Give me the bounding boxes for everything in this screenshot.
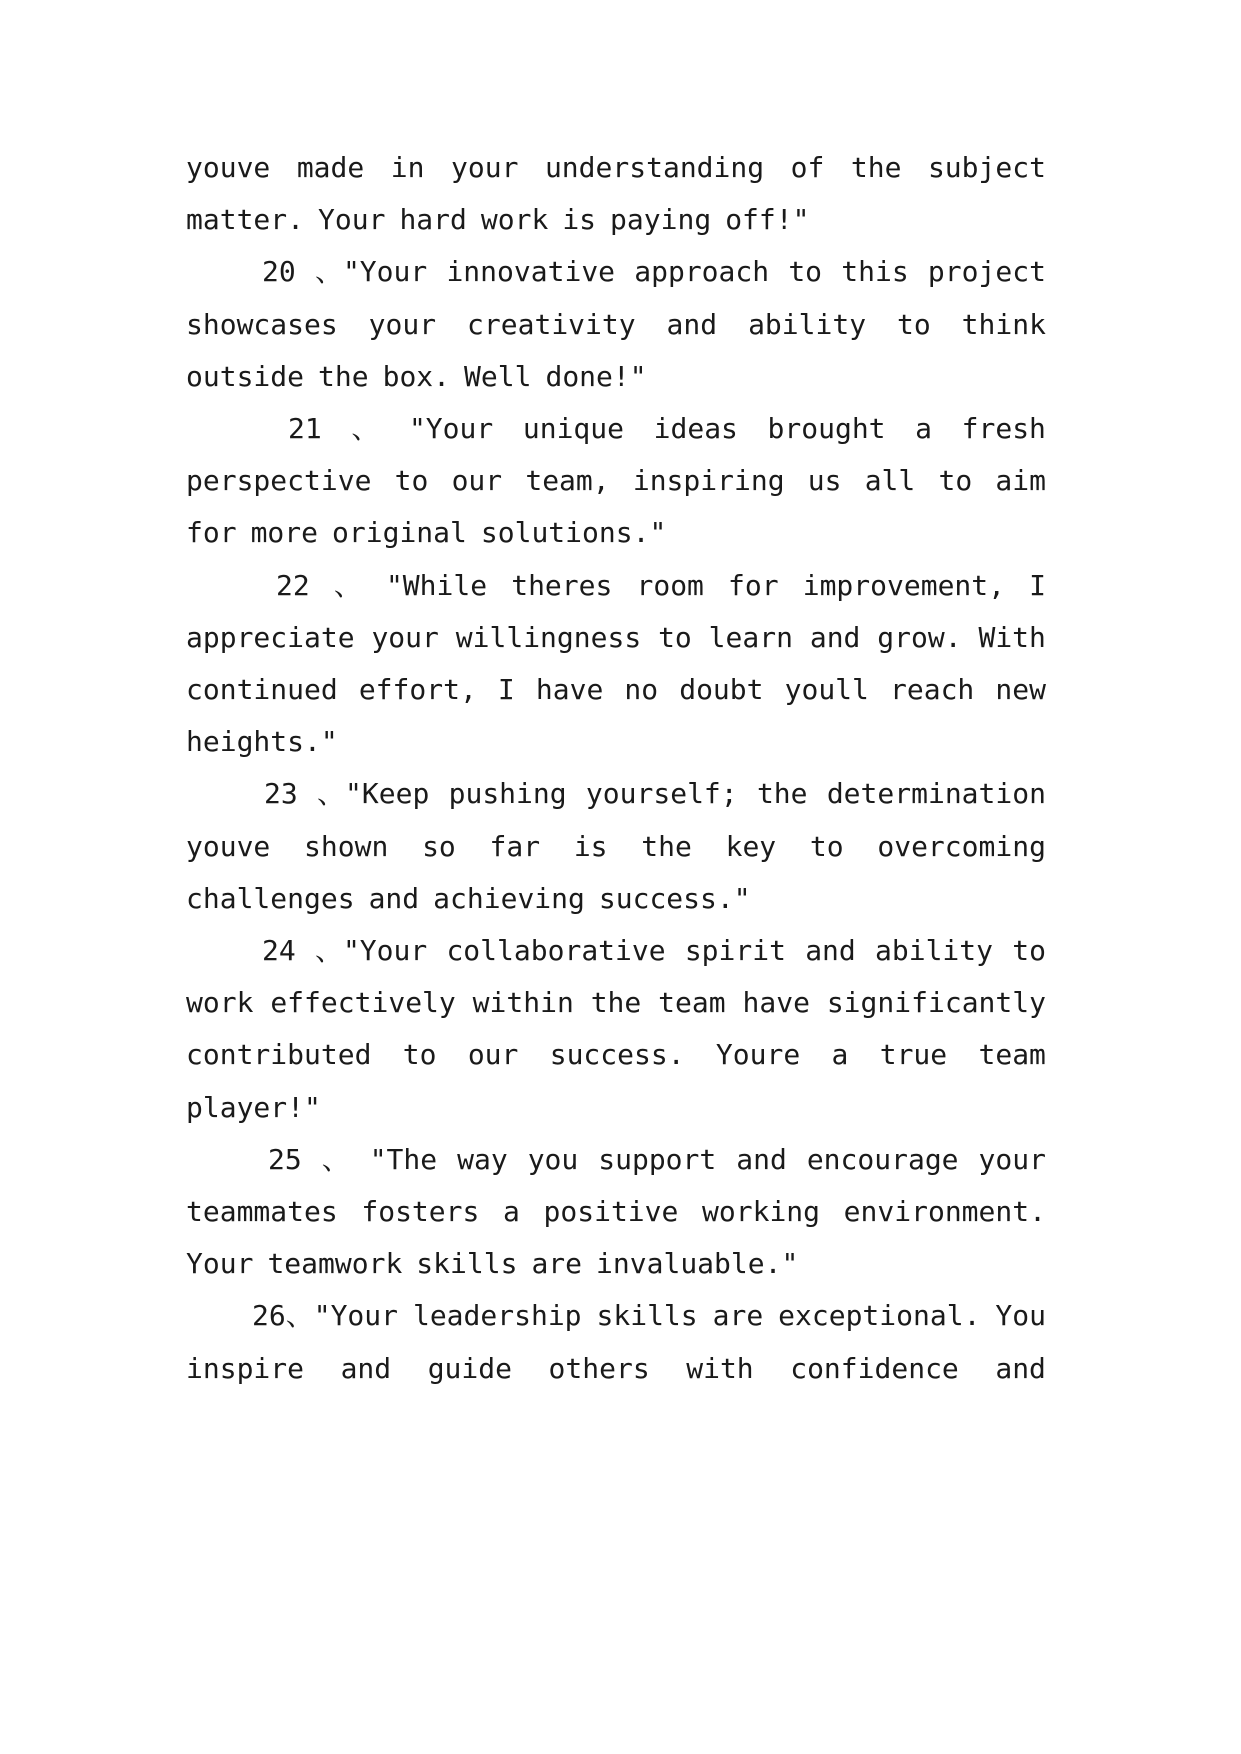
word: to xyxy=(897,307,931,341)
text-line xyxy=(186,827,1046,867)
word: to xyxy=(938,464,973,498)
word: a xyxy=(503,1195,520,1228)
word: youve xyxy=(186,829,271,863)
word: improvement, xyxy=(802,568,1006,602)
word: are xyxy=(531,1247,583,1281)
word: no xyxy=(624,673,659,706)
word: 26、"Your xyxy=(252,1299,399,1333)
text-line xyxy=(186,305,1046,345)
word: exceptional. xyxy=(778,1299,981,1333)
word: youve xyxy=(186,151,271,184)
word: reach xyxy=(890,673,975,706)
word: have xyxy=(535,673,604,706)
word: team xyxy=(978,1038,1046,1072)
word: effort, xyxy=(358,673,477,706)
word: hard xyxy=(399,203,467,237)
word: yourself; xyxy=(585,777,738,811)
word: doubt xyxy=(679,673,764,706)
word: 、"Your xyxy=(314,255,428,289)
word: perspective xyxy=(186,464,372,498)
word: of xyxy=(790,151,825,184)
word: and xyxy=(736,1142,787,1176)
word: 23 xyxy=(264,777,298,811)
word: your xyxy=(978,1142,1046,1176)
text-line xyxy=(264,774,1046,814)
word: success. xyxy=(549,1038,685,1072)
text-line xyxy=(186,879,1046,919)
word: 、 xyxy=(351,412,380,445)
text-line xyxy=(186,148,1046,188)
word: a xyxy=(915,412,933,445)
word: positive xyxy=(543,1195,679,1228)
word: inspiring xyxy=(632,464,785,498)
word: invaluable." xyxy=(596,1247,799,1281)
word: effectively xyxy=(270,986,456,1020)
word: working xyxy=(702,1195,821,1228)
word: theres xyxy=(511,568,613,602)
word: I xyxy=(1029,568,1046,602)
word: achieving xyxy=(433,881,585,915)
word: to xyxy=(402,1038,437,1072)
word: appreciate xyxy=(186,620,355,654)
word: and xyxy=(666,307,718,341)
word: outside xyxy=(186,359,305,393)
word: your xyxy=(368,307,437,341)
word: true xyxy=(879,1038,948,1072)
word: room xyxy=(636,568,704,602)
word: learn xyxy=(708,620,793,654)
word: environment. xyxy=(843,1195,1046,1228)
word: 20 xyxy=(262,255,296,289)
word: 24 xyxy=(262,934,296,967)
word: 、 xyxy=(333,568,362,602)
word: support xyxy=(598,1142,717,1176)
word: your xyxy=(371,620,439,654)
word: your xyxy=(451,151,519,184)
word: to xyxy=(658,620,692,654)
text-line xyxy=(186,200,1046,240)
word: you xyxy=(527,1142,579,1176)
word: to xyxy=(788,255,823,289)
word: to xyxy=(809,829,844,863)
word: the xyxy=(590,986,642,1020)
word: 22 xyxy=(276,568,310,602)
text-line xyxy=(186,461,1046,501)
word: shown xyxy=(304,829,389,863)
word: showcases xyxy=(186,307,338,341)
text-line xyxy=(186,357,1046,397)
word: challenges xyxy=(186,881,355,915)
text-line xyxy=(186,618,1046,658)
word: way xyxy=(457,1142,508,1176)
text-line xyxy=(186,513,1046,553)
word: willingness xyxy=(455,620,642,654)
word: spirit xyxy=(684,934,786,967)
word: skills xyxy=(596,1299,698,1333)
word: 25 xyxy=(268,1142,302,1176)
word: new xyxy=(995,673,1046,706)
word: grow. xyxy=(877,620,962,654)
word: 、"Your xyxy=(314,934,428,967)
word: 21 xyxy=(288,412,322,445)
word: unique xyxy=(522,412,625,445)
word: made xyxy=(296,151,365,184)
word: success." xyxy=(598,881,751,915)
word: pushing xyxy=(448,777,567,811)
word: have xyxy=(742,986,810,1020)
word: understanding xyxy=(544,151,765,184)
word: a xyxy=(831,1038,849,1072)
word: more xyxy=(250,516,319,550)
word: 、"Keep xyxy=(317,777,430,811)
text-line xyxy=(268,1140,1046,1180)
word: determination xyxy=(826,777,1046,811)
text-line xyxy=(186,983,1046,1023)
word: fresh xyxy=(961,412,1046,445)
word: subject xyxy=(927,151,1046,184)
word: our xyxy=(467,1038,519,1072)
word: youll xyxy=(784,673,869,706)
word: "The xyxy=(369,1142,438,1176)
word: creativity xyxy=(467,307,636,341)
word: encourage xyxy=(806,1142,959,1176)
word: team, xyxy=(525,464,610,498)
word: collaborative xyxy=(446,934,666,967)
word: Your xyxy=(186,1247,254,1281)
word: inspire xyxy=(186,1351,305,1385)
word: in xyxy=(390,151,425,184)
word: work xyxy=(480,203,549,237)
word: and xyxy=(809,620,861,654)
word: original xyxy=(332,516,467,550)
word: solutions." xyxy=(480,516,667,550)
word: the xyxy=(756,777,808,811)
word: the xyxy=(641,829,692,863)
word: the xyxy=(318,359,369,393)
word: box. xyxy=(382,359,451,393)
word: player!" xyxy=(186,1090,321,1124)
word: brought xyxy=(767,412,886,445)
text-line xyxy=(186,1349,1046,1389)
word: think xyxy=(961,307,1046,341)
word: others xyxy=(548,1351,650,1385)
word: our xyxy=(451,464,503,498)
word: confidence xyxy=(790,1351,959,1385)
word: far xyxy=(489,829,541,863)
word: and xyxy=(340,1351,392,1385)
word: 、 xyxy=(321,1142,350,1176)
word: aim xyxy=(995,464,1046,498)
word: ability xyxy=(875,934,994,967)
text-line xyxy=(186,1192,1046,1232)
word: teamwork xyxy=(267,1247,403,1281)
text-line xyxy=(186,1035,1046,1075)
word: guide xyxy=(427,1351,512,1385)
word: "Your xyxy=(408,412,494,445)
word: is xyxy=(573,829,608,863)
word: significantly xyxy=(826,986,1046,1020)
word: is xyxy=(562,203,597,237)
word: and xyxy=(368,881,420,915)
text-line xyxy=(262,252,1046,292)
word: With xyxy=(978,620,1046,654)
word: approach xyxy=(634,255,770,289)
word: skills xyxy=(416,1247,518,1281)
word: for xyxy=(728,568,779,602)
word: so xyxy=(422,829,456,863)
word: Youre xyxy=(715,1038,801,1072)
word: work xyxy=(186,986,254,1020)
word: continued xyxy=(186,673,338,706)
word: and xyxy=(805,934,856,967)
word: us xyxy=(807,464,842,498)
word: all xyxy=(864,464,916,498)
text-line xyxy=(186,670,1046,710)
word: project xyxy=(927,255,1046,289)
word: and xyxy=(995,1351,1046,1385)
word: Your xyxy=(318,203,386,237)
word: paying xyxy=(610,203,712,237)
word: for xyxy=(186,516,237,550)
word: contributed xyxy=(186,1038,372,1072)
word: with xyxy=(686,1351,754,1385)
word: teammates xyxy=(186,1195,338,1228)
word: key xyxy=(725,829,777,863)
word: are xyxy=(712,1299,764,1333)
word: the xyxy=(850,151,902,184)
word: "While xyxy=(385,568,488,602)
word: I xyxy=(497,673,515,706)
word: ability xyxy=(748,307,867,341)
word: matter. xyxy=(186,203,305,237)
word: to xyxy=(1012,934,1046,967)
text-line xyxy=(186,1244,1046,1284)
word: done!" xyxy=(545,359,647,393)
word: to xyxy=(394,464,429,498)
word: heights." xyxy=(186,725,338,759)
word: off!" xyxy=(725,203,810,237)
text-line xyxy=(252,1296,1046,1336)
text-line xyxy=(262,931,1046,971)
word: Well xyxy=(464,359,532,393)
text-line xyxy=(186,722,1046,762)
word: within xyxy=(472,986,574,1020)
word: ideas xyxy=(653,412,738,445)
word: fosters xyxy=(361,1195,480,1228)
word: team xyxy=(658,986,726,1020)
word: overcoming xyxy=(877,829,1046,863)
text-line xyxy=(288,409,1046,449)
text-line xyxy=(276,566,1046,606)
word: this xyxy=(841,255,909,289)
word: leadership xyxy=(412,1299,582,1333)
word: You xyxy=(995,1299,1046,1333)
text-line xyxy=(186,1088,1046,1128)
word: innovative xyxy=(446,255,616,289)
